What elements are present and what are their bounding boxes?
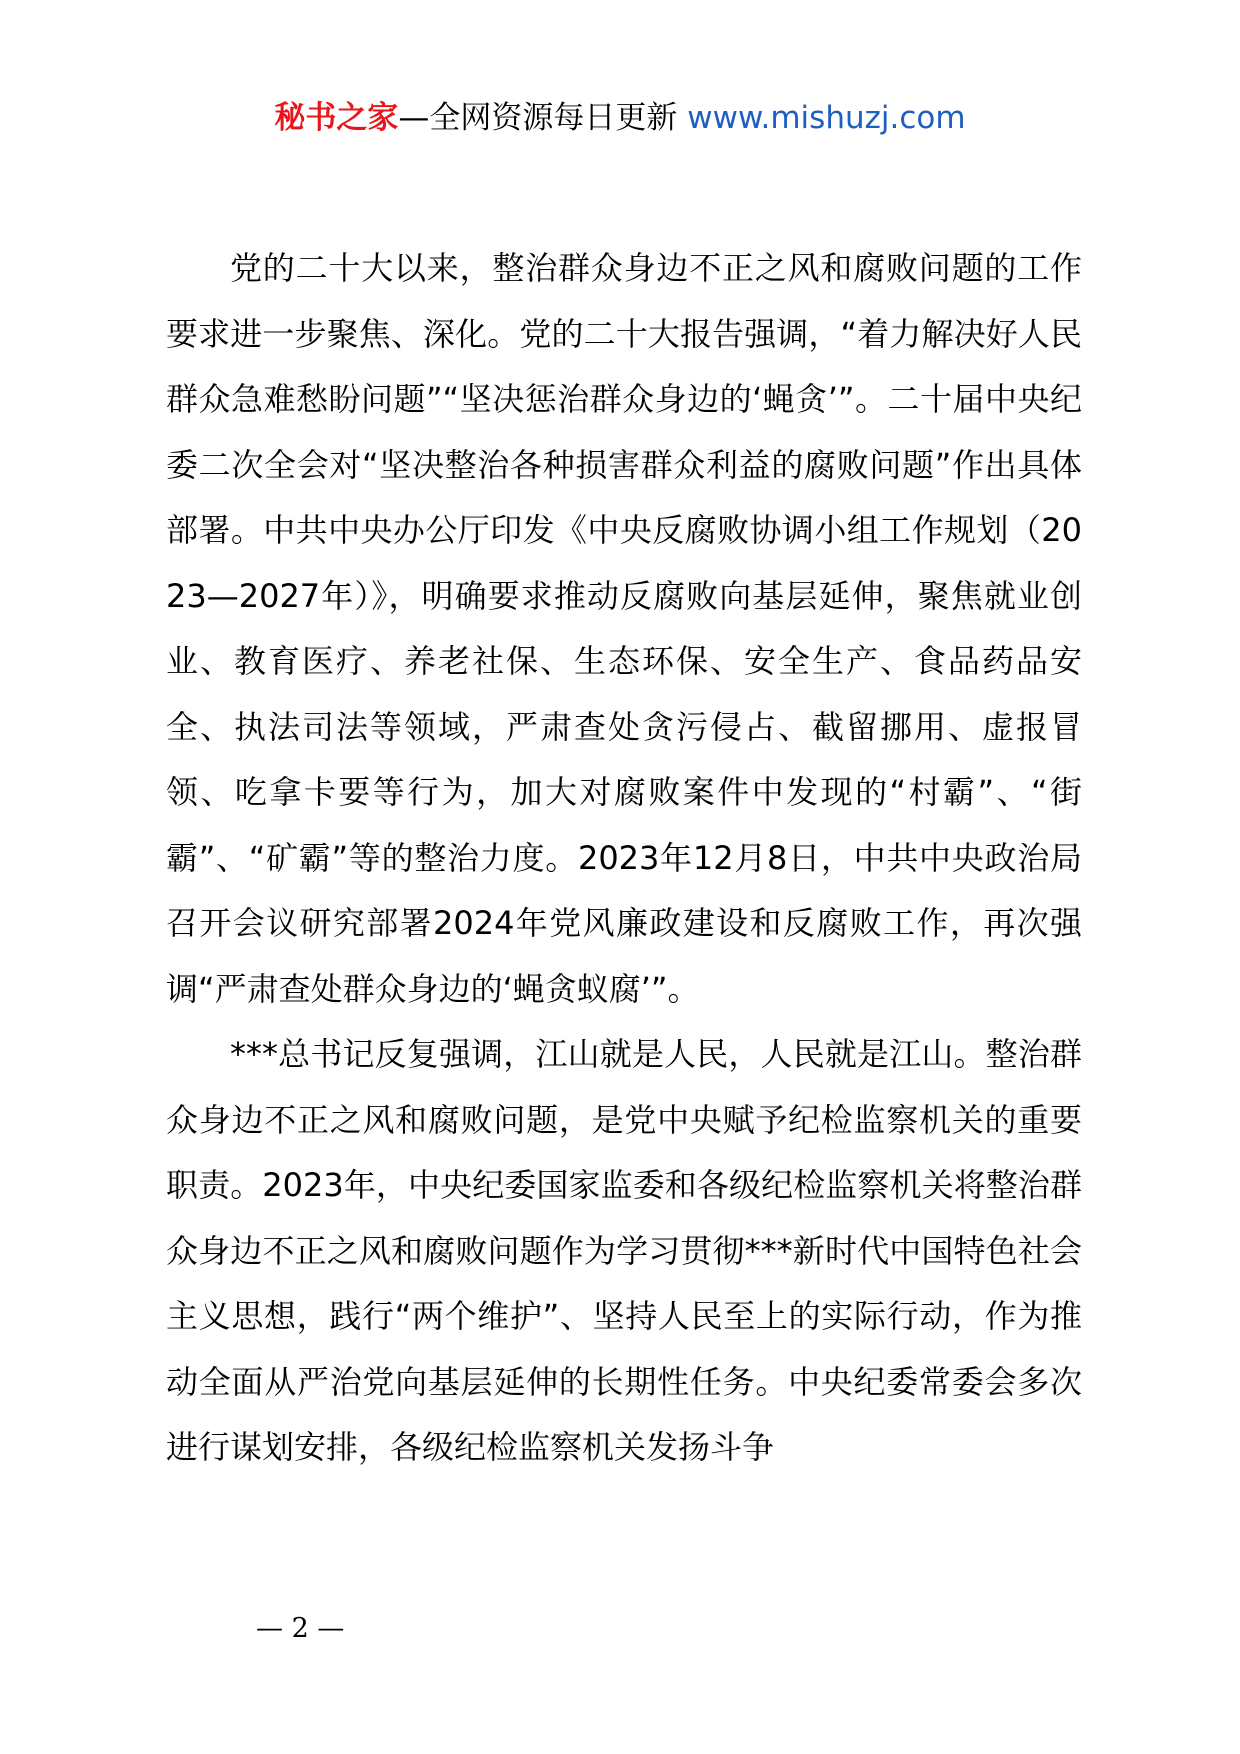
paragraph-2: ***总书记反复强调，江山就是人民，人民就是江山。整治群众身边不正之风和腐败问题，是党中央赋予纪检监察机关的重要职责。2023年，中央纪委国家监委和各级纪检监察机关将整治群众身边不正之风和腐败问题作为学习贯彻***新时代中国特色社会主义思想，践行“两个维护”、坚持人民至上的实际行动，作为推动全面从严治党向基层延伸的长期性任务。中央纪委常委会多次进行谋划安排，各级纪检监察机关发扬斗争: [166, 1035, 1082, 1466]
brand-name: 秘书之家: [274, 100, 399, 136]
page-number: — 2 —: [256, 1613, 345, 1644]
document-body: [166, 236, 1082, 1481]
page-header: [0, 98, 1240, 138]
website-url[interactable]: www.mishuzj.com: [687, 100, 966, 136]
header-tagline: —全网资源每日更新: [398, 100, 688, 136]
paragraph-1: 党的二十大以来，整治群众身边不正之风和腐败问题的工作要求进一步聚焦、深化。党的二十大报告强调，“着力解决好人民群众急难愁盼问题”“坚决惩治群众身边的‘蝇贪’”。二十届中央纪委二次全会对“坚决整治各种损害群众利益的腐败问题”作出具体部署。中共中央办公厅印发《中央反腐败协调小组工作规划（2023—2027年）》，明确要求推动反腐败向基层延伸，聚焦就业创业、教育医疗、养老社保、生态环保、安全生产、食品药品安全、执法司法等领域，严肃查处贪污侵占、截留挪用、虚报冒领、吃拿卡要等行为，加大对腐败案件中发现的“村霸”、“街霸”、“矿霸”等的整治力度。2023年12月8日，中共中央政治局召开会议研究部署2024年党风廉政建设和反腐败工作，再次强调“严肃查处群众身边的‘蝇贪蚁腐’”。: [166, 249, 1082, 1008]
